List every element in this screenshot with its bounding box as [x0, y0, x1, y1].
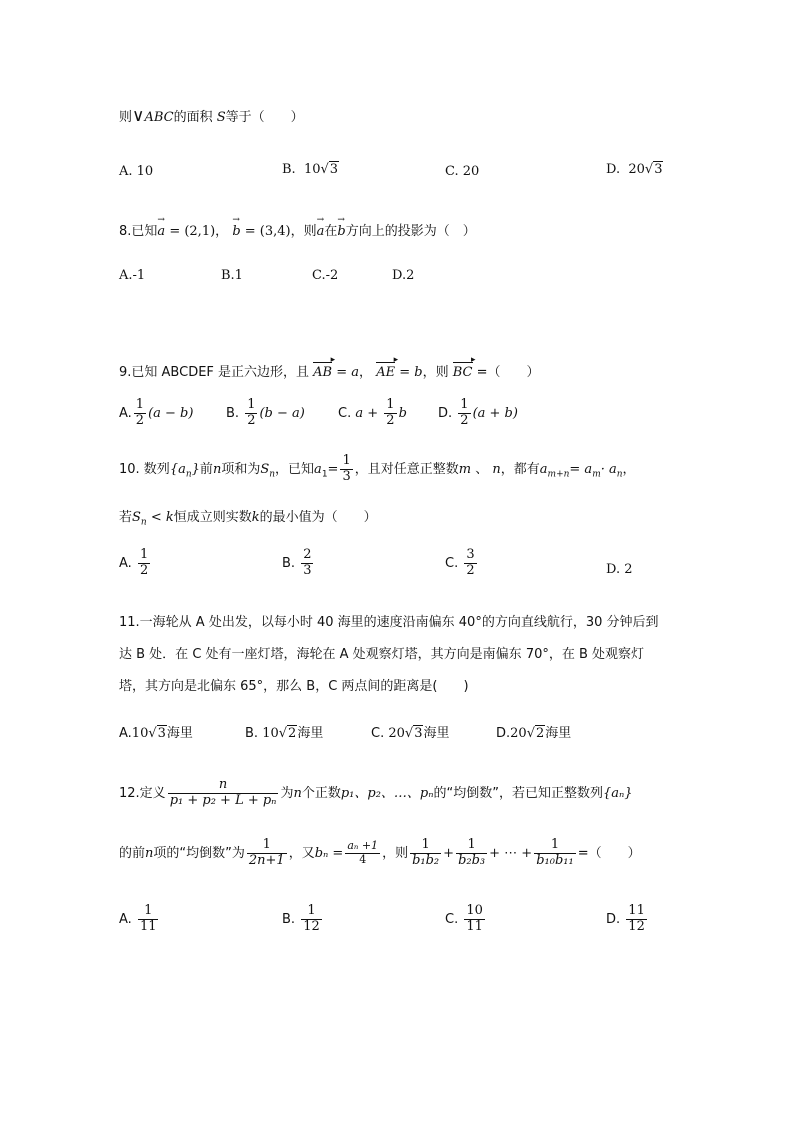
q8-option-d[interactable]: D.2 [392, 268, 415, 283]
q7-option-b[interactable]: B. 10√3 [282, 162, 339, 177]
q7-option-c[interactable]: C. 20 [445, 164, 480, 179]
q10-option-a[interactable]: A. $\frac{1}{2}$ [119, 547, 149, 578]
q11-option-b[interactable]: B. 10√2海里 [245, 726, 324, 741]
q7-option-d[interactable]: D. 20√3 [606, 162, 663, 177]
q9-option-c[interactable]: C. a + $\frac{1}{2}$ b [338, 397, 407, 428]
q8-option-a[interactable]: A.-1 [119, 268, 146, 283]
q10-option-b[interactable]: B. $\frac{2}{3}$ [282, 547, 312, 578]
q10-option-d[interactable]: D. 2 [606, 562, 633, 577]
q8-option-b[interactable]: B.1 [221, 268, 243, 283]
q7-option-a[interactable]: A. 10 [119, 164, 154, 179]
q11-option-a[interactable]: A.10√3海里 [119, 726, 193, 741]
q12-option-c[interactable]: C. $\frac{10}{11}$ [445, 903, 483, 934]
q10-stem-line1: 10. 数列$\{a_n\}$前n项和为$S_n$，已知$a_1=$ $\frac{1}{3}$ ，且对任意正整数m 、 n，都有$a_{m+n}= a_m\cdot a_n$， [119, 453, 636, 484]
q12-stem-line2: 的前n项的“均倒数”为 $\frac{1}{2n+1}$ ，又bₙ = $\frac{\text{aₙ +1}}{4}$ ，则 $\frac{1}{\text{b₁b₂}}$ + $\frac{1}{\text{b₂b₃}}$ + ⋯ + $\frac{1}{\text{b₁₀b₁₁}}$ =（ ） [119, 837, 641, 868]
q9-option-d[interactable]: D. $\frac{1}{2}$ (a + b) [438, 397, 518, 428]
q11-stem-line3: 塔，其方向是北偏东 65°，那么 B，C 两点间的距离是( ) [119, 679, 469, 694]
q11-stem-line1: 11.一海轮从 A 处出发，以每小时 40 海里的速度沿南偏东 40°的方向直线航行，30 分钟后到 [119, 615, 659, 630]
q9-stem: 9.已知 ABCDEF 是正六边形，且 AB ▸ = a， AE ▸ = b，则 BC ▸ =（ ） [119, 361, 540, 380]
q11-option-d[interactable]: D.20√2海里 [496, 726, 572, 741]
q12-option-d[interactable]: D. $\frac{11}{12}$ [606, 903, 645, 934]
q10-option-c[interactable]: C. $\frac{3}{2}$ [445, 547, 475, 578]
q9-option-a[interactable]: A. $\frac{1}{2}$ (a − b) [119, 397, 194, 428]
q12-option-a[interactable]: A. $\frac{1}{11}$ [119, 903, 157, 934]
q8-stem: 8.已知→ a = (2,1)， → b = (3,4)，则→ a在→ b方向上的投影为（ ） [119, 220, 476, 239]
q11-option-c[interactable]: C. 20√3海里 [371, 726, 450, 741]
q8-option-c[interactable]: C.-2 [312, 268, 339, 283]
q7-stem: 则∨ABC的面积 S等于（ ） [119, 106, 304, 126]
q11-stem-line2: 达 B 处．在 C 处有一座灯塔，海轮在 A 处观察灯塔，其方向是南偏东 70°，在 B 处观察灯 [119, 647, 645, 662]
q9-option-b[interactable]: B. $\frac{1}{2}$ (b − a) [226, 397, 305, 428]
q12-option-b[interactable]: B. $\frac{1}{12}$ [282, 903, 320, 934]
q12-stem-line1: 12.定义 $\frac{n}{\text{p₁ + p₂ + L + pₙ}}$ 为n个正数p₁、p₂、…、pₙ的“均倒数”，若已知正整数列{aₙ} [119, 777, 633, 808]
q10-stem-line2: 若$S_n < k$恒成立则实数k的最小值为（ ） [119, 510, 377, 528]
